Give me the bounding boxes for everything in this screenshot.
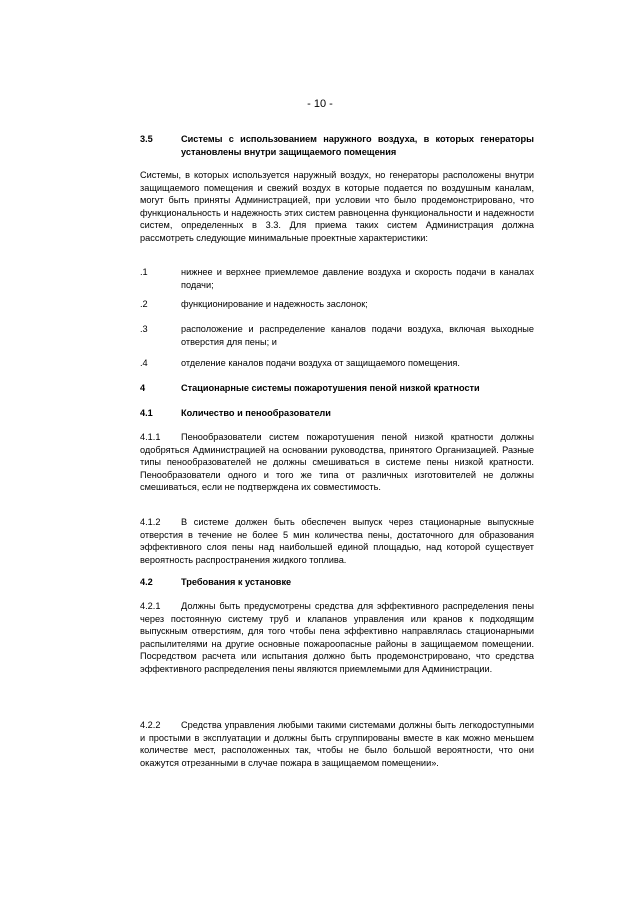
list-item-4-text: отделение каналов подачи воздуха от защищаемого помещения. xyxy=(181,358,460,368)
paragraph-4-1-1-text: Пенообразователи систем пожаротушения пеной низкой кратности должны одобряться Администрацией на основании руководства, принятого Организацией. Разные типы пенообразователей не должны смешиваться в системе пены низкой кратности. Пенообразователи одного и того же типа от различных изготовителей не должны смешиваться, если не подтверждена их совместимость. xyxy=(140,432,534,492)
paragraph-4-1-1-number: 4.1.1 xyxy=(140,432,161,442)
section-4-1-number: 4.1 xyxy=(140,408,153,418)
list-item-1-number: .1 xyxy=(140,267,148,277)
page-number: - 10 - xyxy=(307,98,333,110)
list-item-2-text: функционирование и надежность заслонок; xyxy=(181,299,368,309)
paragraph-4-1-2-number: 4.1.2 xyxy=(140,517,161,527)
list-item-3-number: .3 xyxy=(140,324,148,334)
section-4-number: 4 xyxy=(140,383,146,393)
paragraph-4-2-1-number: 4.2.1 xyxy=(140,601,161,611)
section-4-1-title: Количество и пенообразователи xyxy=(181,408,331,418)
paragraph-4-1-2-text: В системе должен быть обеспечен выпуск через стационарные выпускные отверстия в течение не более 5 мин количества пены, достаточного для образования эффективного слоя пены над наибольшей единой площадью, над которой существует вероятность распространения жидкого топлива. xyxy=(140,517,534,565)
paragraph-4-2-2-text: Средства управления любыми такими системами должны быть легкодоступными и простыми в эксплуатации и должны быть сгруппированы вместе в как можно меньшем количестве мест, расположенных так, чтобы не было большой вероятности, что они окажутся отрезанными в случае пожара в защищаемом помещении». xyxy=(140,720,534,768)
section-4-2-number: 4.2 xyxy=(140,577,153,587)
section-4-title: Стационарные системы пожаротушения пеной низкой кратности xyxy=(181,383,480,393)
paragraph-4-2-1-text: Должны быть предусмотрены средства для эффективного распределения пены через постоянную систему труб и клапанов управления или кранов к подходящим выпускным отверстиям, для того чтобы пена эффективно направлялась стационарными распылителями на другие основные пожароопасные районы в защищаемом помещении. Посредством расчета или испытания должно быть продемонстрировано, что средства эффективного распределения пены являются приемлемыми для Администрации. xyxy=(140,601,534,674)
paragraph-4-1-2 xyxy=(140,516,534,566)
section-4-2-title: Требования к установке xyxy=(181,577,292,587)
list-item-2-number: .2 xyxy=(140,299,148,309)
list-item-4-number: .4 xyxy=(140,358,148,368)
paragraph-4-2-1 xyxy=(140,600,534,675)
paragraph-4-2-2 xyxy=(140,719,534,769)
list-item-1-text: нижнее и верхнее приемлемое давление воздуха и скорость подачи в каналах подачи; xyxy=(181,267,534,290)
section-3-5-title: Системы с использованием наружного воздуха, в которых генераторы установлены внутри защищаемого помещения xyxy=(181,134,534,157)
section-3-5-paragraph: Системы, в которых используется наружный воздух, но генераторы расположены внутри защищаемого помещения и свежий воздух в которые подается по воздушным каналам, могут быть приняты Администрацией, при условии что было продемонстрировано, что функциональность и надежность этих систем равноценна функциональности и надежности систем, определенных в 3.3. Для приема таких систем Администрация должна рассмотреть следующие минимальные проектные характеристики: xyxy=(140,170,534,243)
section-3-5-number: 3.5 xyxy=(140,134,153,144)
paragraph-4-2-2-number: 4.2.2 xyxy=(140,720,161,730)
list-item-3-text: расположение и распределение каналов подачи воздуха, включая выходные отверстия для пены; и xyxy=(181,324,534,347)
paragraph-4-1-1 xyxy=(140,431,534,494)
